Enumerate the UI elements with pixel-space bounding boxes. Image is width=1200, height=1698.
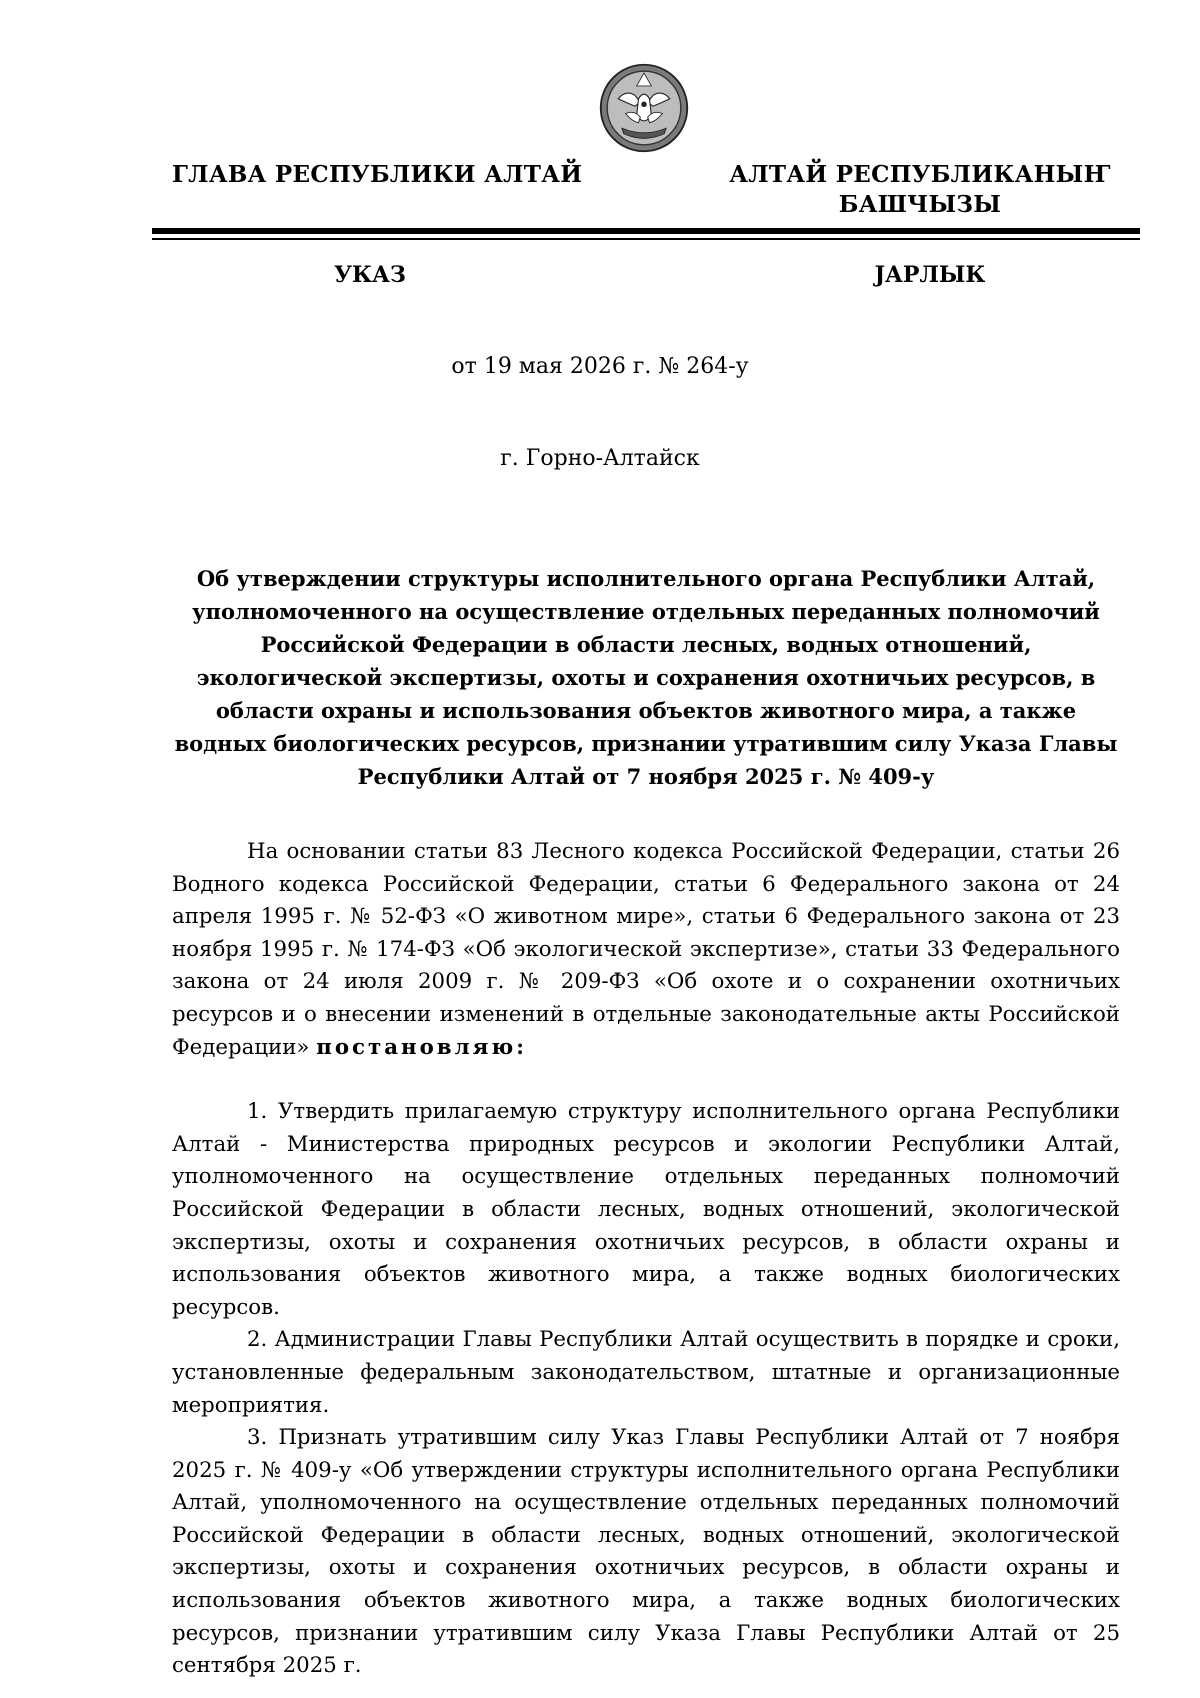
document-title: Об утверждении структуры исполнительного органа Республики Алтай, уполномоченного на осуществление отдельных переданных полномочий Российской Федерации в области лесных, водных отношений, экологической экспертизы, охоты и сохранения охотничьих ресурсов, в области охраны и использования объектов животного мира, а также водных биологических ресурсов, признании утратившим силу Указа Главы Республики Алтай от 7 ноября 2025 г. № 409-у — [174, 566, 1118, 789]
date-number-line: от 19 мая 2026 г. № 264-у — [451, 354, 749, 379]
header-divider-thin — [152, 238, 1140, 240]
header-right-title-line1: АЛТАЙ РЕСПУБЛИКАНЫҤ — [729, 161, 1111, 188]
item-3-paragraph: 3. Признать утратившим силу Указ Главы Республики Алтай от 7 ноября 2025 г. № 409-у «Об утверждении структуры исполнительного органа Республики Алтай, уполномоченного на осуществление отдельных переданных полномочий Российской Федерации в области лесных, водных отношений, экологической экспертизы, охоты и сохранения охотничьих ресурсов, в области охраны и использования объектов животного мира, а также водных биологических ресурсов, признании утратившим силу Указа Главы Республики Алтай от 25 сентября 2025 г. — [172, 1425, 1120, 1679]
doc-type-ru: УКАЗ — [334, 262, 406, 288]
city-line: г. Горно-Алтайск — [500, 446, 700, 471]
item-2-paragraph: 2. Администрации Главы Республики Алтай осуществить в порядке и сроки, установленные федеральным законодательством, штатные и организационные мероприятия. — [172, 1327, 1120, 1418]
header-left-title: ГЛАВА РЕСПУБЛИКИ АЛТАЙ — [172, 161, 583, 188]
header-right-title — [700, 160, 1140, 220]
header-right-title-line2: БАШЧЫЗЫ — [838, 191, 1002, 218]
coat-of-arms-icon — [598, 62, 690, 154]
header-divider-thick — [152, 228, 1140, 234]
preamble-text: На основании статьи 83 Лесного кодекса Российской Федерации, статьи 26 Водного кодекса Российской Федерации, статьи 6 Федерального закона от 24 апреля 1995 г. № 52-ФЗ «О животном мире», статьи 6 Федерального закона от 23 ноября 1995 г. № 174-ФЗ «Об экологической экспертизе», статьи 33 Федерального закона от 24 июля 2009 г. № 209-ФЗ «Об охоте и о сохранении охотничьих ресурсов и о внесении изменений в отдельные законодательные акты Российской Федерации» — [172, 839, 1120, 1060]
decree-word: постановляю: — [316, 1034, 528, 1060]
item-1-paragraph: 1. Утвердить прилагаемую структуру исполнительного органа Республики Алтай - Министерства природных ресурсов и экологии Республики Алтай, уполномоченного на осуществление отдельных переданных полномочий Российской Федерации в области лесных, водных отношений, экологической экспертизы, охоты и сохранения охотничьих ресурсов, в области охраны и использования объектов животного мира, а также водных биологических ресурсов. — [172, 1099, 1120, 1320]
doc-type-alt: ЈАРЛЫК — [874, 262, 986, 288]
preamble-paragraph — [172, 836, 1120, 1064]
document-body — [172, 836, 1120, 1683]
